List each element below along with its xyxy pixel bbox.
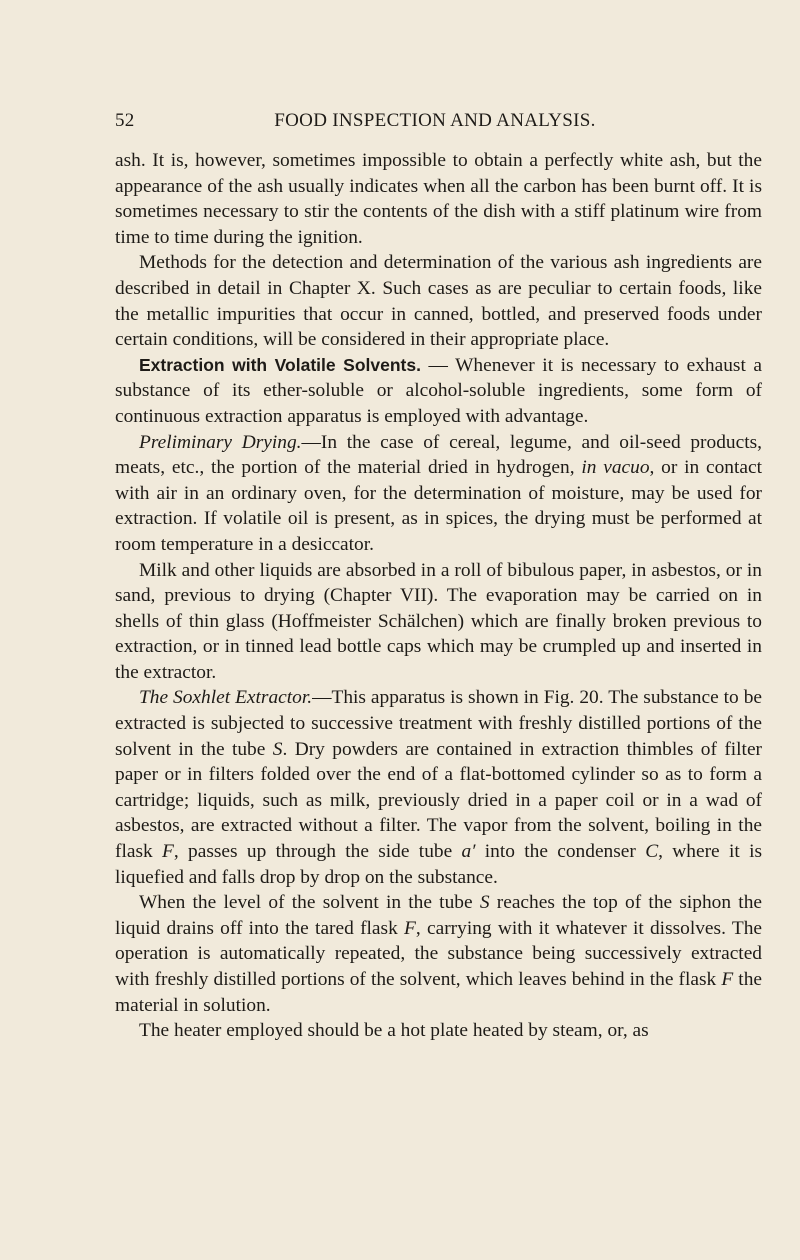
paragraph-text: the material in solution. — [115, 969, 763, 1016]
paragraph-extraction — [115, 353, 762, 430]
paragraph-text: . Dry powders are contained in extraction thimbles of filter paper or in filters folded over the end of a flat-bottomed cylinder so as to form a cartridge; liquids, such as milk, previously dried in a paper coil or in a wad of asbestos, are extracted without a filter. The vapor from the solvent, boiling in the flask — [115, 738, 763, 863]
section-heading-extraction: Extraction with Volatile Solvents. — [139, 354, 421, 375]
subheading-preliminary-drying: Preliminary Drying. — [139, 431, 302, 453]
paragraph-text: , carrying with it whatever it dissolves. The operation is automatically repeated, the substance being successively extracted with freshly distilled portions of the solvent, which leaves behind in the flask — [115, 917, 762, 990]
paragraph-text: , or in contact with air in an ordinary oven, for the determination of moisture, may be used for extraction. If volatile oil is present, as in spices, the drying must be performed at room temperature in a desiccator. — [115, 457, 762, 555]
italic-symbol: C — [645, 841, 659, 863]
paragraph-text: — Whenever it is necessary to exhaust a substance of its ether-soluble or alcohol-soluble ingredients, some form of continuous extraction apparatus is employed with advantage. — [115, 354, 762, 427]
italic-symbol: S — [272, 738, 283, 760]
italic-term: in vacuo — [581, 457, 650, 479]
paragraph-text: into the condenser — [475, 841, 646, 863]
body-text — [115, 148, 762, 1044]
paragraph-ash-methods: Methods for the detection and determination of the various ash ingredients are described in detail in Chapter X. Such cases as are peculiar to certain foods, like the metallic impurities that occur in canned, bottled, and preserved foods under certain conditions, will be considered in their appropriate place. — [115, 252, 762, 351]
italic-symbol: F — [404, 917, 416, 939]
paragraph-heater: The heater employed should be a hot plate heated by steam, or, as — [139, 1020, 649, 1042]
paragraph-siphon — [115, 890, 762, 1018]
italic-symbol: a′ — [461, 841, 476, 863]
italic-symbol: S — [479, 892, 490, 914]
paragraph-text: —In the case of cereal, legume, and oil-seed products, meats, etc., the portion of the material dried in hydrogen, — [115, 431, 762, 479]
paragraph-milk: Milk and other liquids are absorbed in a roll of bibulous paper, in asbestos, or in sand, previous to drying (Chapter VII). The evaporation may be carried on in shells of thin glass (Hoffmeister Schälchen) which are finally broken previous to extraction, or in tinned lead bottle caps which may be crumpled up and inserted in the extractor. — [115, 559, 762, 683]
paragraph-text: , where it is liquefied and falls drop by drop on the substance. — [115, 841, 762, 888]
running-title: FOOD INSPECTION AND ANALYSIS. — [274, 110, 596, 131]
paragraph-soxhlet — [115, 685, 762, 890]
paragraph-text: , passes up through the side tube — [173, 841, 462, 863]
paragraph-ash: ash. It is, however, sometimes impossible to obtain a perfectly white ash, but the appearance of the ash usually indicates when all the carbon has been burnt off. It is sometimes necessary to stir the contents of the dish with a stiff platinum wire from time to time during the ignition. — [115, 150, 762, 248]
paragraph-text: reaches the top of the siphon the liquid drains off into the tared flask — [115, 892, 763, 939]
paragraph-preliminary-drying — [115, 430, 762, 558]
running-head — [115, 110, 755, 134]
subheading-soxhlet: The Soxhlet Extractor. — [139, 687, 313, 709]
paragraph-text: —This apparatus is shown in Fig. 20. The substance to be extracted is subjected to successive treatment with freshly distilled portions of the solvent in the tube — [115, 687, 762, 760]
italic-symbol: F — [162, 841, 174, 863]
paragraph-text: When the level of the solvent in the tube — [139, 892, 480, 914]
italic-symbol: F — [721, 969, 734, 990]
page-number: 52 — [115, 110, 135, 131]
